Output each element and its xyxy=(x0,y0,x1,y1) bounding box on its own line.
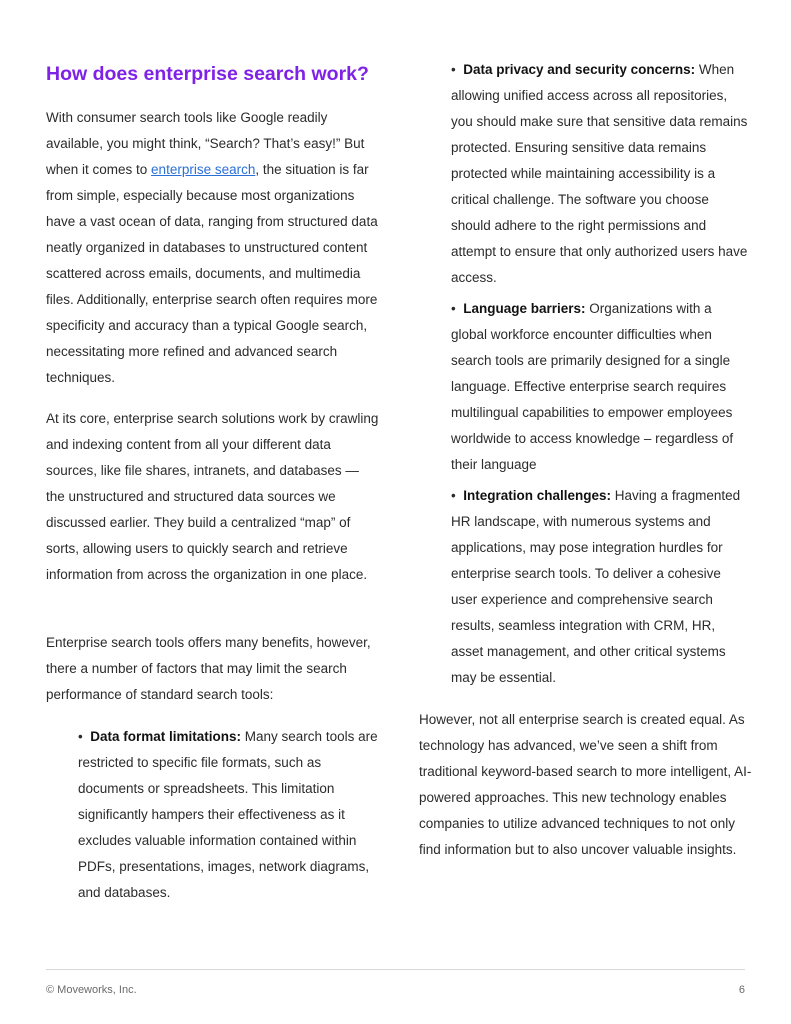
intro-text-start: With consumer search tools like Google readily available, you might think, “Search? That’s easy!” But when it comes to xyxy=(46,110,365,177)
bullet-marker: • xyxy=(451,301,456,316)
bullet-text xyxy=(451,57,751,291)
bullet-title: Integration challenges: xyxy=(463,488,612,503)
bullet-text xyxy=(78,724,378,906)
enterprise-search-link[interactable]: enterprise search xyxy=(151,162,256,177)
bullet-integration xyxy=(451,483,746,691)
bullet-body: Organizations with a global workforce encounter difficulties when search tools are primarily designed for a single language. Effective enterprise search requires multilingual capabilities to empower employees worldwide to access knowledge – regardless of their language xyxy=(451,301,734,472)
bullet-text xyxy=(451,483,746,691)
bullet-body: Having a fragmented HR landscape, with numerous systems and applications, may pose integration hurdles for enterprise search tools. To deliver a cohesive user experience and comprehensive search results, seamless integration with CRM, HR, asset management, and other critical systems may be essential. xyxy=(451,488,741,685)
bullet-marker: • xyxy=(451,488,456,503)
bullet-text xyxy=(451,296,741,478)
bullet-body: Many search tools are restricted to specific file formats, such as documents or spreadsheets. This limitation significantly hampers their effectiveness as it excludes valuable information contained within PDFs, presentations, images, network diagrams, and databases. xyxy=(78,729,378,900)
bullet-body: When allowing unified access across all repositories, you should make sure that sensitive data remains protected. Ensuring sensitive data remains protected while maintaining accessibility is a critical challenge. The software you choose should adhere to the right permissions and attempt to ensure that only authorized users have access. xyxy=(451,62,748,285)
bullet-title: Data privacy and security concerns: xyxy=(463,62,696,77)
bullet-title: Data format limitations: xyxy=(90,729,242,744)
benefits-paragraph: Enterprise search tools offers many benefits, however, there a number of factors that may limit the search performance of standard search tools: xyxy=(46,635,371,702)
bullet-title: Language barriers: xyxy=(463,301,586,316)
page-number: 6 xyxy=(738,984,745,996)
intro-text-end: , the situation is far from simple, especially because most organizations have a vast ocean of data, ranging from structured data neatly organized in databases to unstructured content scattered across emails, documents, and multimedia files. Additionally, enterprise search often requires more specificity and accuracy than a typical Google search, necessitating more refined and advanced search techniques. xyxy=(46,162,378,385)
footer-copyright: © Moveworks, Inc. xyxy=(46,984,137,996)
bullet-data-format xyxy=(78,724,378,906)
bullet-language xyxy=(451,296,741,478)
core-paragraph: At its core, enterprise search solutions work by crawling and indexing content from all your different data sources, like file shares, intranets, and databases — the unstructured and structured data sources we discussed earlier. They build a centralized “map” of sorts, allowing users to quickly search and retrieve information from across the organization in one place. xyxy=(46,411,379,582)
footer-divider xyxy=(46,969,745,970)
page-heading: How does enterprise search work? xyxy=(46,63,369,85)
bullet-privacy xyxy=(451,57,751,291)
conclusion-paragraph: However, not all enterprise search is created equal. As technology has advanced, we’ve seen a shift from traditional keyword-based search to more intelligent, AI-powered approaches. This new technology enables companies to utilize advanced techniques to not only find information but to also uncover valuable insights. xyxy=(419,712,752,857)
bullet-marker: • xyxy=(451,62,456,77)
bullet-marker: • xyxy=(78,729,83,744)
intro-paragraph xyxy=(46,105,381,391)
